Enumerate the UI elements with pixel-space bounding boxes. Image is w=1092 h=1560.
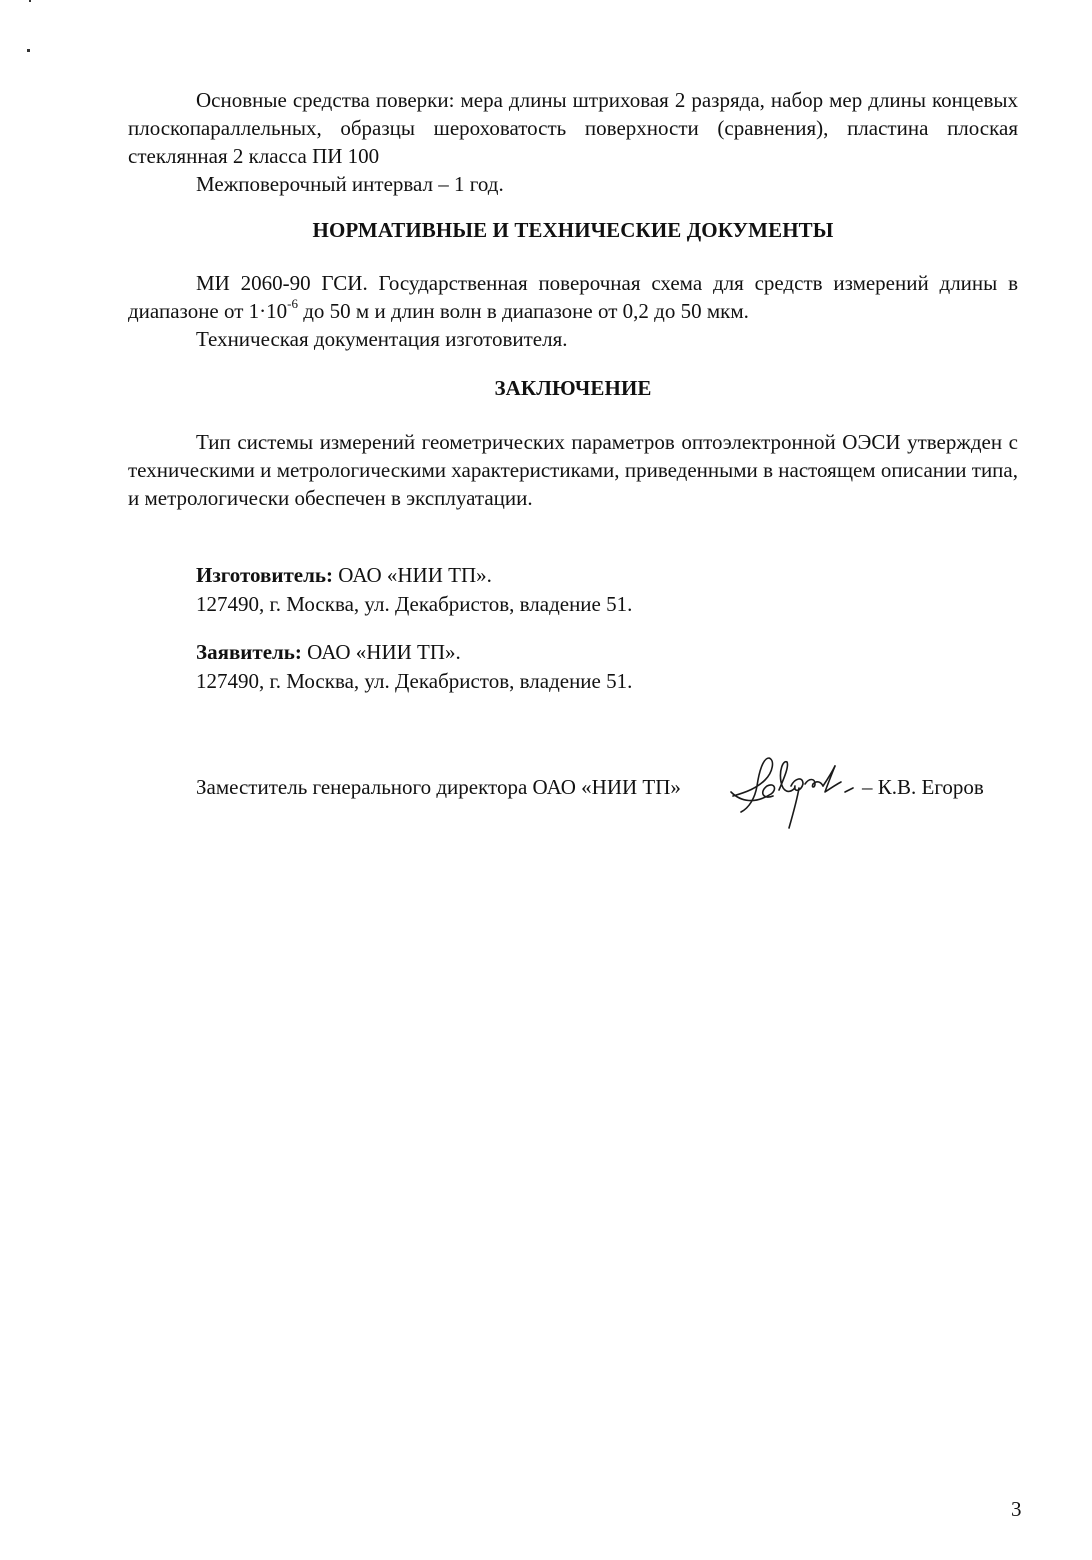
conclusion-section xyxy=(128,428,1018,512)
normative-doc-1: МИ 2060-90 ГСИ. Государственная поверочная схема для средств измерений длины в диапазоне от $1\cdot 10^{-6}$ до 50 м и длин волн в диапазоне от 0,2 до 50 мкм. xyxy=(128,271,1018,323)
applicant-block xyxy=(196,638,632,696)
verification-section xyxy=(128,86,1018,198)
applicant-label: Заявитель: xyxy=(196,640,302,664)
scan-artifact-dot xyxy=(29,0,31,2)
applicant-name: ОАО «НИИ ТП». xyxy=(301,640,461,664)
manufacturer-address: 127490, г. Москва, ул. Декабристов, владение 51. xyxy=(196,592,633,616)
scan-artifact-dot xyxy=(27,49,30,52)
manufacturer-name: ОАО «НИИ ТП». xyxy=(332,563,492,587)
manufacturer-label: Изготовитель: xyxy=(196,563,333,587)
page-number: 3 xyxy=(1011,1497,1022,1521)
normative-doc-2: Техническая документация изготовителя. xyxy=(196,327,568,351)
normative-section xyxy=(128,269,1018,353)
conclusion-text: Тип системы измерений геометрических параметров оптоэлектронной ОЭСИ утвержден с техническими и метрологическими характеристиками, приведенными в настоящем описании типа, и метрологически обеспечен в эксплуатации. xyxy=(128,430,1018,510)
conclusion-heading: ЗАКЛЮЧЕНИЕ xyxy=(494,376,652,400)
verification-means: Основные средства поверки: мера длины штриховая 2 разряда, набор мер длины концевых плоскопараллельных, образцы шероховатость поверхности (сравнения), пластина плоская стеклянная 2 класса ПИ 100 xyxy=(128,88,1018,168)
manufacturer-block xyxy=(196,561,632,619)
exponent: -6 xyxy=(287,296,298,311)
applicant-address: 127490, г. Москва, ул. Декабристов, владение 51. xyxy=(196,669,633,693)
signatory-position: Заместитель генерального директора ОАО «НИИ ТП» xyxy=(196,775,681,799)
normative-heading: НОРМАТИВНЫЕ И ТЕХНИЧЕСКИЕ ДОКУМЕНТЫ xyxy=(312,218,834,242)
signer-name: – К.В. Егоров xyxy=(862,775,984,799)
verification-interval: Межповерочный интервал – 1 год. xyxy=(196,172,504,196)
handwritten-signature xyxy=(727,752,862,832)
